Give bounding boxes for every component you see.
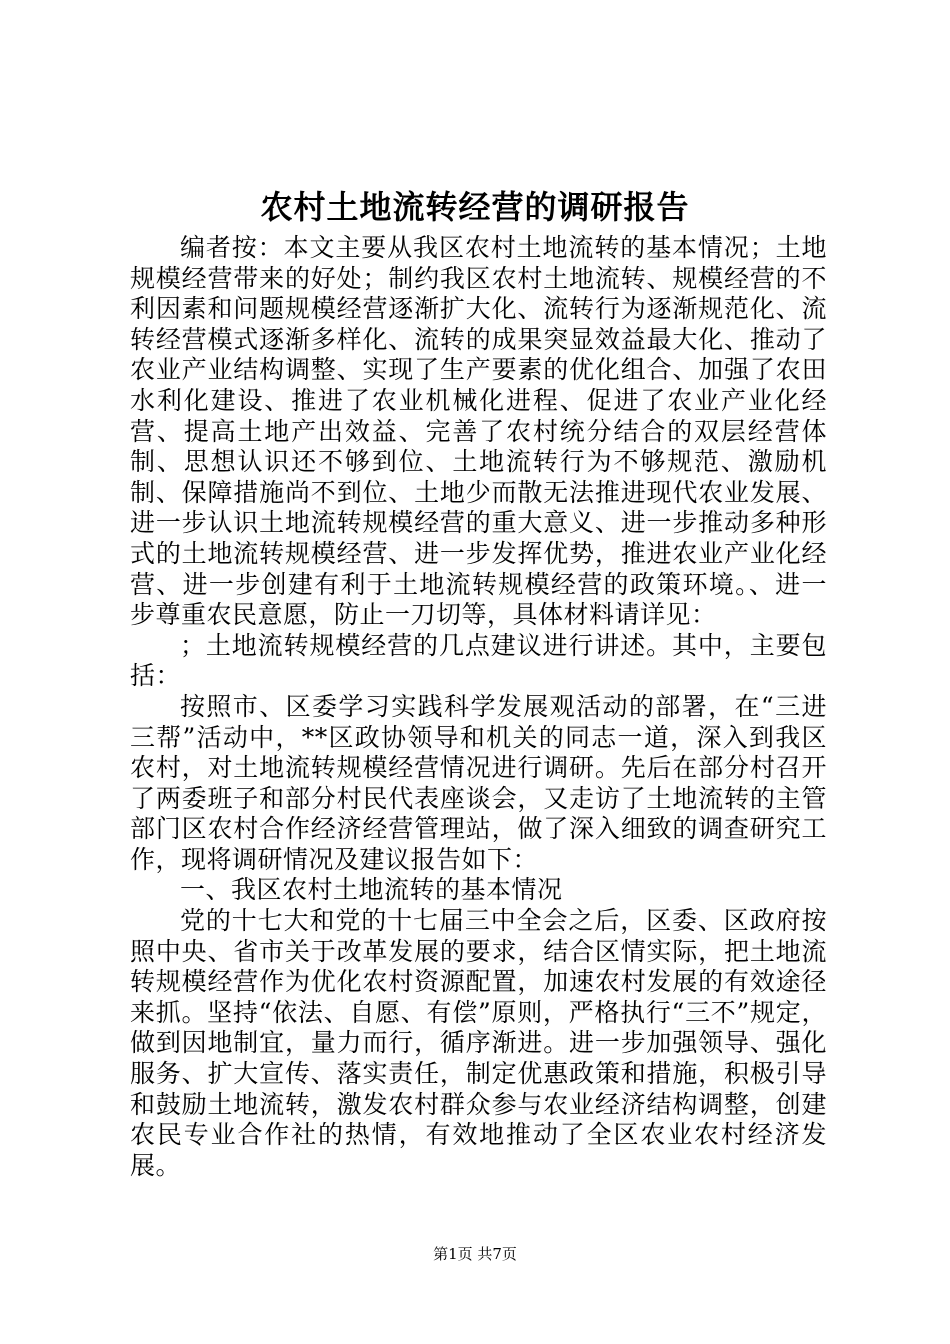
section-body-paragraph: 党的十七大和党的十七届三中全会之后，区委、区政府按照中央、省市关于改革发展的要求，结合区情实际，把土地流转规模经营作为优化农村资源配置，加速农村发展的有效途径来抓。坚持“依法、自愿、有偿”原则，严格执行“三不”规定，做到因地制宜，量力而行，循序渐进。进一步加强领导、强化服务、扩大宣传、落实责任，制定优惠政策和措施，积极引导和鼓励土地流转，激发农村群众参与农业经济结构调整，创建农民专业合作社的热情，有效地推动了全区农业农村经济发展。	[130, 906, 827, 1180]
document-title: 农村土地流转经营的调研报告	[260, 188, 690, 226]
introduction-paragraph: 按照市、区委学习实践科学发展观活动的部署，在“三进三帮”活动中，**区政协领导和机关的同志一道，深入到我区农村，对土地流转规模经营情况进行调研。先后在部分村召开了两委班子和部分村民代表座谈会，又走访了土地流转的主管部门区农村合作经济经营管理站，做了深入细致的调查研究工作，现将调研情况及建议报告如下：	[130, 691, 827, 874]
section-heading: 一、我区农村土地流转的基本情况	[180, 875, 563, 905]
summary-paragraph: ；土地流转规模经营的几点建议进行讲述。其中，主要包括：	[130, 630, 827, 691]
document-body	[130, 233, 827, 1181]
editor-note-paragraph: 编者按：本文主要从我区农村土地流转的基本情况；土地规模经营带来的好处；制约我区农村土地流转、规模经营的不利因素和问题规模经营逐渐扩大化、流转行为逐渐规范化、流转经营模式逐渐多样化、流转的成果突显效益最大化、推动了农业产业结构调整、实现了生产要素的优化组合、加强了农田水利化建设、推进了农业机械化进程、促进了农业产业化经营、提高土地产出效益、完善了农村统分结合的双层经营体制、思想认识还不够到位、土地流转行为不够规范、激励机制、保障措施尚不到位、土地少而散无法推进现代农业发展、进一步认识土地流转规模经营的重大意义、进一步推动多种形式的土地流转规模经营、进一步发挥优势，推进农业产业化经营、进一步创建有利于土地流转规模经营的政策环境。、进一步尊重农民意愿，防止一刀切等，具体材料请详见：	[130, 233, 827, 630]
page-number-footer: 第1页 共7页	[433, 1245, 517, 1263]
